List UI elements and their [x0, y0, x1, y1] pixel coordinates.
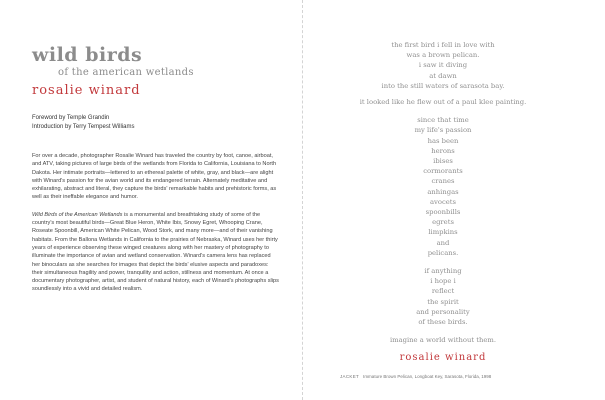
poem-line: limpkins	[428, 228, 458, 237]
poem-line: at dawn	[429, 71, 457, 80]
poem-line: my life's passion	[414, 126, 472, 135]
book-title: wild birds	[32, 44, 143, 66]
book-title-italic: Wild Birds of the American Wetlands	[32, 211, 123, 218]
credit-foreword: Foreword by Temple Grandin	[32, 115, 110, 121]
poem-line: and personality	[416, 307, 470, 316]
poem-line: herons	[431, 146, 455, 155]
page-fold-divider	[302, 0, 303, 400]
poem-line: egrets	[432, 218, 454, 227]
poem-line: the spirit	[427, 297, 459, 306]
description-paragraph-2	[32, 211, 280, 294]
poem-line: cormorants	[423, 167, 463, 176]
author-signature: rosalie winard	[399, 352, 487, 364]
credit-introduction: Introduction by Terry Tempest Williams	[32, 124, 135, 130]
caption-label: JACKET	[340, 374, 360, 379]
description-paragraph-1: For over a decade, photographer Rosalie Winard has traveled the country by foot, canoe, airboat, and ATV, taking pictures of large birds of the wetlands from Florida to California, Louisiana to North Dakota. Her intimate portraits—lettered to an ethereal palette of white, gray, and black—are alight with Winard's passion for the avian world and its endangered terrain. Alternately meditative and exhilarating, abstract and literal, they capture the birds' remarkable habits and prehistoric forms, as well as their ineffable elegance and humor.	[32, 153, 277, 201]
description-paragraph-2-text: is a monumental and breathtaking study of some of the country's most beautiful birds—Great Blue Heron, White Ibis, Snowy Egret, Whooping Crane, Roseate Spoonbill, American White Pelican, Wood Stork, and many more—and of their vanishing habitats. From the Ballona Wetlands in California to the prairies of Nebraska, Winard uses her thirty years of experience observing these winged creatures along with her mastery of photography to illuminate the importance of avian and wetland conservation. Winard's camera lens has replaced her binoculars as she searches for images that depict the birds' elusive aspects and paradoxes: their simultaneous fragility and power, tranquility and action, stillness and momentum. At once a documentary photographer, artist, and student of natural history, each of Winard's photographs slips soundlessly into a vivid and detailed realism.	[32, 211, 279, 293]
credits	[32, 114, 280, 132]
jacket-description	[32, 152, 280, 294]
book-author: rosalie winard	[32, 83, 141, 98]
poem-closing-line: imagine a world without them.	[389, 336, 496, 345]
poem-line: pelicans.	[427, 248, 459, 257]
poem-line: anhingas	[427, 187, 459, 196]
left-page	[32, 44, 280, 303]
poem-stanza-3	[318, 266, 568, 327]
poem-line: i hope i	[430, 277, 456, 286]
poem-line: of these birds.	[418, 318, 468, 327]
poem-line: the first bird i fell in love with	[391, 41, 495, 49]
poem-line: has been	[427, 136, 459, 145]
poem-line: if anything	[424, 267, 462, 276]
poem-line: ibises	[433, 157, 453, 166]
poem-line: into the still waters of sarasota bay.	[381, 81, 505, 90]
jacket-photo-caption	[340, 374, 491, 379]
poem-line: cranes	[431, 177, 455, 186]
poem-line: and	[436, 238, 450, 247]
caption-text: Immature Brown Pelican, Longboat Key, Sarasota, Florida, 1998	[363, 374, 492, 379]
poem-stanza-1	[318, 40, 568, 107]
poem-line: spoonbills	[425, 208, 461, 217]
poem-stanza-2	[318, 115, 568, 258]
poem-line: since that time	[417, 116, 469, 125]
poem-line: avocets	[429, 197, 457, 206]
book-subtitle: of the american wetlands	[58, 67, 194, 78]
poem-line: i saw it diving	[418, 61, 468, 70]
poem-line: it looked like he flew out of a paul klee painting.	[359, 98, 527, 107]
poem-line: reflect	[431, 287, 455, 296]
poem-line: was a brown pelican.	[406, 51, 480, 60]
author-statement-poem	[318, 40, 568, 364]
